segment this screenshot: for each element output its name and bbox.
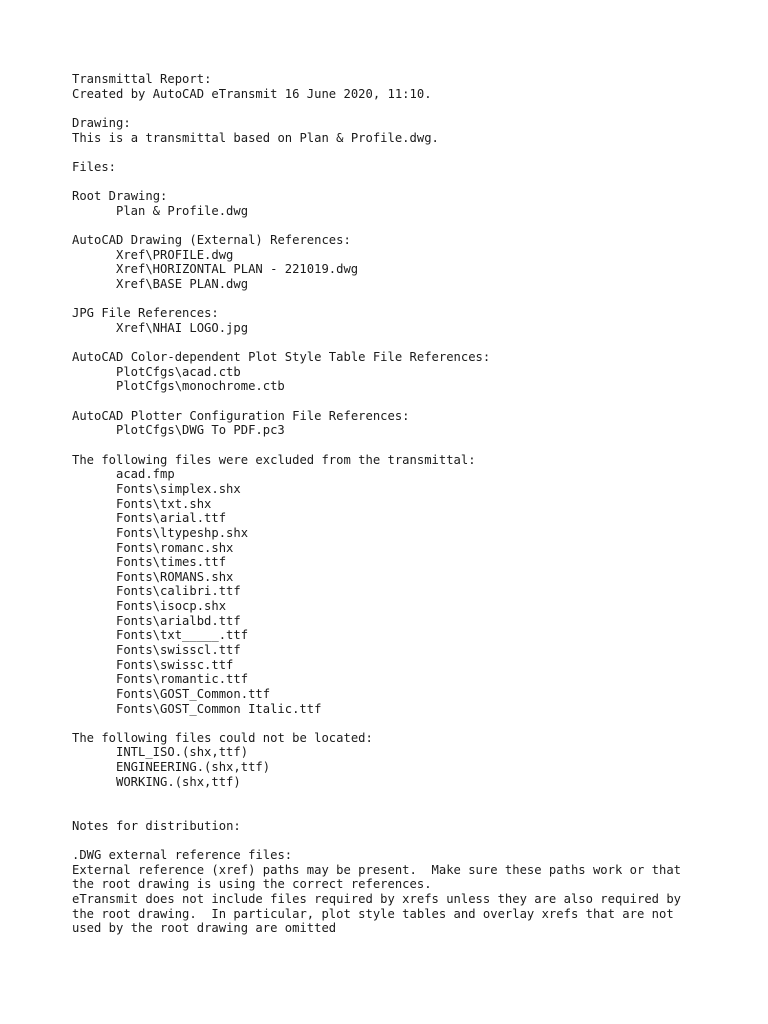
spacer <box>72 394 732 409</box>
spacer <box>72 804 732 819</box>
excluded-item: Fonts\txt_____.ttf <box>116 628 249 643</box>
plot-styles-label: AutoCAD Color-dependent Plot Style Table File References: <box>72 350 491 365</box>
root-drawing-label: Root Drawing: <box>72 189 168 204</box>
notes-label: Notes for distribution: <box>72 818 241 833</box>
spacer <box>72 716 732 731</box>
plot-style-item: PlotCfgs\acad.ctb <box>116 364 241 379</box>
not-located-item: INTL_ISO.(shx,ttf) <box>116 745 249 760</box>
excluded-item: Fonts\isocp.shx <box>116 599 227 614</box>
spacer <box>72 833 732 848</box>
excluded-item: Fonts\arial.ttf <box>116 511 227 526</box>
report-title: Transmittal Report: <box>72 72 212 86</box>
excluded-item: acad.fmp <box>116 467 175 482</box>
files-label: Files: <box>72 159 117 174</box>
drawing-description: This is a transmittal based on Plan & Profile.dwg. <box>72 130 439 145</box>
plotter-config-label: AutoCAD Plotter Configuration File References: <box>72 408 410 423</box>
notes-line: the root drawing is using the correct references. <box>72 877 432 892</box>
report-created-line: Created by AutoCAD eTransmit 16 June 2020, 11:10. <box>72 86 432 101</box>
jpg-refs-label: JPG File References: <box>72 306 219 321</box>
notes-line: eTransmit does not include files required by xrefs unless they are also required by <box>72 891 682 906</box>
jpg-ref-item: Xref\NHAI LOGO.jpg <box>116 320 249 335</box>
excluded-item: Fonts\GOST_Common Italic.ttf <box>116 701 322 716</box>
excluded-item: Fonts\swisscl.ttf <box>116 642 241 657</box>
excluded-label: The following files were excluded from the transmittal: <box>72 452 476 467</box>
excluded-item: Fonts\swissc.ttf <box>116 657 234 672</box>
notes-section-title: .DWG external reference files: <box>72 847 293 862</box>
excluded-item: Fonts\arialbd.ttf <box>116 613 241 628</box>
excluded-item: Fonts\ltypeshp.shx <box>116 525 249 540</box>
xref-item: Xref\HORIZONTAL PLAN - 221019.dwg <box>116 262 359 277</box>
excluded-item: Fonts\txt.shx <box>116 496 212 511</box>
not-located-item: ENGINEERING.(shx,ttf) <box>116 760 271 775</box>
excluded-item: Fonts\simplex.shx <box>116 481 241 496</box>
not-located-item: WORKING.(shx,ttf) <box>116 774 241 789</box>
plotter-config-item: PlotCfgs\DWG To PDF.pc3 <box>116 423 285 438</box>
notes-line: used by the root drawing are omitted <box>72 921 337 936</box>
spacer <box>72 174 732 189</box>
excluded-item: Fonts\romantic.ttf <box>116 672 249 687</box>
root-drawing-item: Plan & Profile.dwg <box>116 203 249 218</box>
xrefs-label: AutoCAD Drawing (External) References: <box>72 233 351 248</box>
spacer <box>72 101 732 116</box>
xref-item: Xref\BASE PLAN.dwg <box>116 276 249 291</box>
notes-line: the root drawing. In particular, plot style tables and overlay xrefs that are not <box>72 906 674 921</box>
spacer <box>72 336 732 351</box>
spacer <box>72 438 732 453</box>
spacer <box>72 292 732 307</box>
transmittal-report <box>72 72 732 936</box>
spacer <box>72 145 732 160</box>
excluded-item: Fonts\romanc.shx <box>116 540 234 555</box>
spacer <box>72 789 732 804</box>
notes-line: External reference (xref) paths may be present. Make sure these paths work or that <box>72 862 682 877</box>
xref-item: Xref\PROFILE.dwg <box>116 247 234 262</box>
excluded-item: Fonts\times.ttf <box>116 555 227 570</box>
excluded-item: Fonts\GOST_Common.ttf <box>116 686 271 701</box>
excluded-item: Fonts\calibri.ttf <box>116 584 241 599</box>
excluded-item: Fonts\ROMANS.shx <box>116 569 234 584</box>
plot-style-item: PlotCfgs\monochrome.ctb <box>116 379 285 394</box>
drawing-label: Drawing: <box>72 115 131 130</box>
spacer <box>72 218 732 233</box>
not-located-label: The following files could not be located: <box>72 730 373 745</box>
